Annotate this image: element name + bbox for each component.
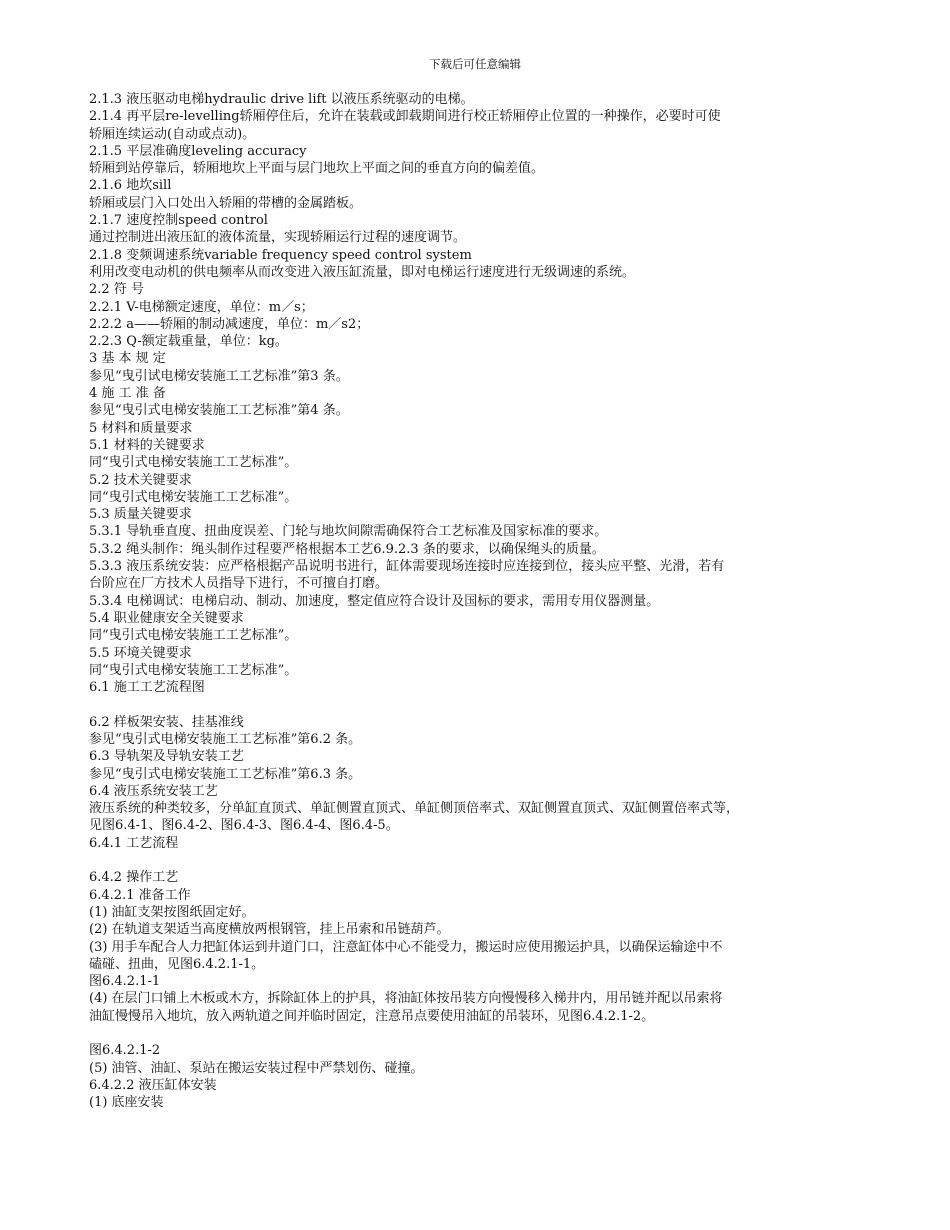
text-line: (4) 在层门口铺上木板或木方，拆除缸体上的护具，将油缸体按吊装方向慢慢移入梯井内，用吊链并配以吊索将	[89, 991, 723, 1007]
text-line: 同“曳引式电梯安装施工工艺标准”。	[89, 489, 298, 505]
text-line: 6.4.1 工艺流程	[89, 835, 179, 851]
text-line: 同“曳引式电梯安装施工工艺标准”。	[89, 455, 298, 471]
text-line	[89, 1025, 864, 1042]
text-line: 5.4 职业健康安全关键要求	[89, 610, 244, 626]
text-line: 轿厢连续运动(自动或点动)。	[89, 126, 256, 142]
text-line: 台阶应在厂方技术人员指导下进行，不可擅自打磨。	[89, 576, 389, 592]
text-line: 液压系统的种类较多，分单缸直顶式、单缸侧置直顶式、单缸侧顶倍率式、双缸侧置直顶式、双缸侧置倍率式等，	[89, 801, 740, 817]
text-line: 6.4 液压系统安装工艺	[89, 783, 218, 799]
text-line: 参见“曳引式电梯安装施工工艺标准”第4 条。	[89, 403, 349, 419]
text-line: 5.3 质量关键要求	[89, 507, 192, 523]
text-line: 2.2.1 V-电梯额定速度，单位：m／s；	[89, 299, 314, 315]
text-line: 5.3.4 电梯调试：电梯启动、制动、加速度，整定值应符合设计及国标的要求，需用专用仪器测量。	[89, 593, 660, 609]
text-line: 通过控制进出液压缸的液体流量，实现轿厢运行过程的速度调节。	[89, 230, 467, 246]
text-line: 2.2.3 Q-额定载重量，单位：kg。	[89, 334, 288, 350]
document-body	[89, 91, 864, 1112]
text-line: (3) 用手车配合人力把缸体运到井道门口，注意缸体中心不能受力，搬运时应使用搬运护具，以确保运输途中不	[89, 939, 723, 955]
text-line: 2.1.4 再平层re-levelling轿厢停住后，允许在装载或卸载期间进行校正轿厢停止位置的一种操作，必要时可使	[89, 109, 721, 125]
text-line: (1) 底座安装	[89, 1095, 164, 1111]
text-line: 6.4.2.2 液压缸体安装	[89, 1077, 217, 1093]
text-line: 2.2 符 号	[89, 282, 144, 298]
text-line: 同“曳引式电梯安装施工工艺标准”。	[89, 662, 298, 678]
text-line: 5.3.1 导轨垂直度、扭曲度误差、门轮与地坎间隙需确保符合工艺标准及国家标准的要求。	[89, 524, 608, 540]
page-header: 下载后可任意编辑	[429, 57, 521, 71]
text-line: 5 材料和质量要求	[89, 420, 193, 436]
text-line	[89, 852, 864, 869]
text-line: 图6.4.2.1-2	[89, 1043, 161, 1059]
text-line: 2.2.2 a——轿厢的制动减速度，单位：m／s2；	[89, 316, 370, 332]
text-line: 5.2 技术关键要求	[89, 472, 192, 488]
text-line: 参见“曳引式电梯安装施工工艺标准”第6.2 条。	[89, 731, 362, 747]
text-line: 利用改变电动机的供电频率从而改变进入液压缸流量，即对电梯运行速度进行无级调速的系统。	[89, 264, 636, 280]
text-line: 油缸慢慢吊入地坑，放入两轨道之间并临时固定，注意吊点要使用油缸的吊装环，见图6.4.2.1-2。	[89, 1008, 655, 1024]
text-line: 参见“曳引式电梯安装施工工艺标准”第6.3 条。	[89, 766, 362, 782]
text-line: 轿厢到站停靠后，轿厢地坎上平面与层门地坎上平面之间的垂直方向的偏差值。	[89, 161, 545, 177]
text-line: (5) 油管、油缸、泵站在搬运安装过程中严禁划伤、碰撞。	[89, 1060, 424, 1076]
text-line	[89, 696, 864, 713]
text-line: 2.1.7 速度控制speed control	[89, 213, 268, 229]
text-line: 4 施 工 准 备	[89, 386, 166, 402]
text-line: (1) 油缸支架按图纸固定好。	[89, 904, 255, 920]
text-line: 参见“曳引试电梯安装施工工艺标准”第3 条。	[89, 368, 349, 384]
text-line: 6.4.2.1 准备工作	[89, 887, 191, 903]
text-line: 6.3 导轨架及导轨安装工艺	[89, 749, 244, 765]
text-line: 2.1.6 地坎sill	[89, 178, 172, 194]
text-line: (2) 在轨道支架适当高度横放两根钢管，挂上吊索和吊链葫芦。	[89, 922, 450, 938]
text-line: 2.1.8 变频调速系统variable frequency speed control system	[89, 247, 472, 263]
text-line: 5.3.2 绳头制作：绳头制作过程要严格根据本工艺6.9.2.3 条的要求，以确保绳头的质量。	[89, 541, 605, 557]
text-line: 轿厢或层门入口处出入轿厢的带槽的金属踏板。	[89, 195, 363, 211]
text-line: 5.5 环境关键要求	[89, 645, 192, 661]
text-line: 3 基 本 规 定	[89, 351, 166, 367]
text-line: 6.1 施工工艺流程图	[89, 680, 205, 696]
text-line: 磕碰、扭曲，见图6.4.2.1-1。	[89, 956, 265, 972]
text-line: 6.4.2 操作工艺	[89, 870, 179, 886]
text-line: 2.1.5 平层准确度leveling accuracy	[89, 143, 307, 159]
text-line: 见图6.4-1、图6.4-2、图6.4-3、图6.4-4、图6.4-5。	[89, 818, 399, 834]
text-line: 5.3.3 液压系统安装：应严格根据产品说明书进行，缸体需要现场连接时应连接到位，接头应平整、光滑，若有	[89, 559, 725, 575]
text-line: 5.1 材料的关键要求	[89, 437, 205, 453]
text-line: 2.1.3 液压驱动电梯hydraulic drive lift 以液压系统驱动的电梯。	[89, 92, 474, 107]
text-line: 同“曳引式电梯安装施工工艺标准”。	[89, 628, 298, 644]
text-line: 图6.4.2.1-1	[89, 974, 161, 990]
text-line: 6.2 样板架安装、挂基准线	[89, 714, 244, 730]
